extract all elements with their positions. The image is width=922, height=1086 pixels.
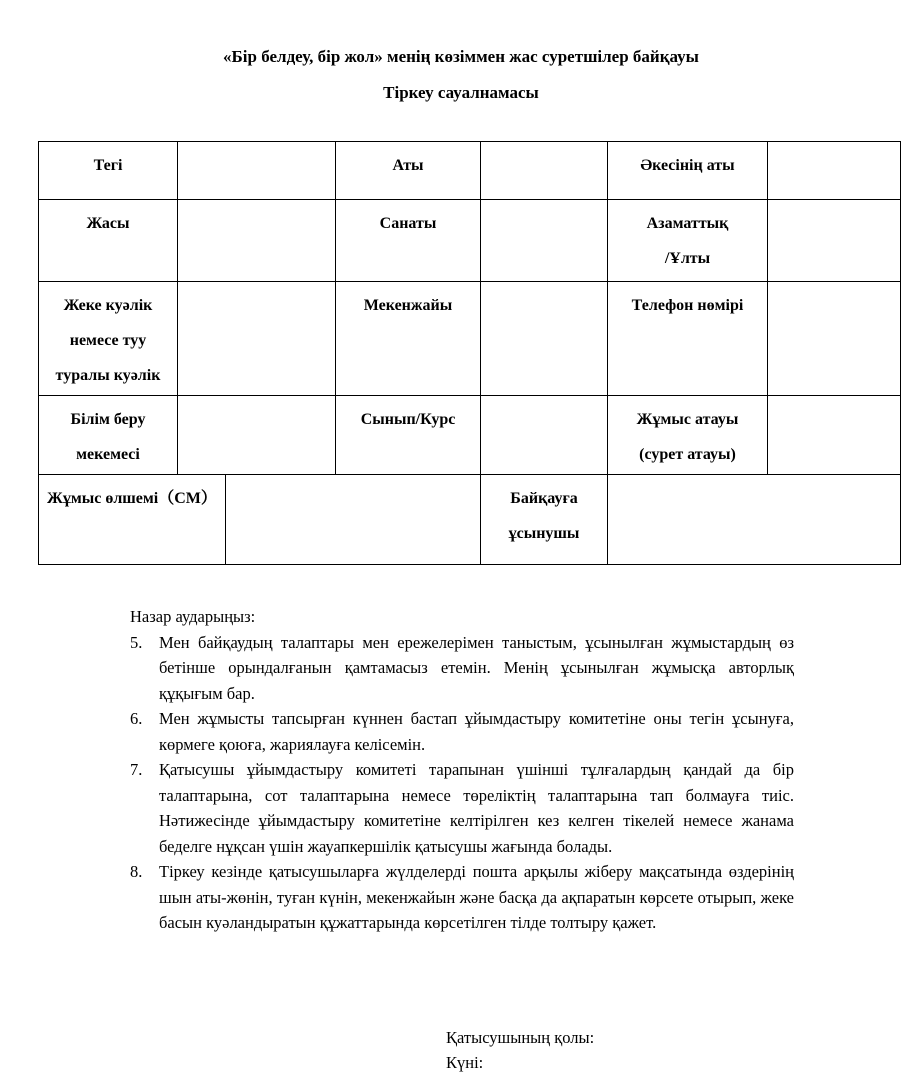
patronymic-label: Әкесінің аты <box>608 142 768 200</box>
phone-label: Телефон нөмірі <box>608 282 768 396</box>
id-document-field[interactable] <box>178 282 336 396</box>
citizenship-field[interactable] <box>768 200 901 282</box>
work-size-field[interactable] <box>226 475 481 565</box>
first-name-label: Аты <box>336 142 481 200</box>
school-field[interactable] <box>178 396 336 475</box>
address-field[interactable] <box>481 282 608 396</box>
citizenship-label: Азаматтық /Ұлты <box>608 200 768 282</box>
class-field[interactable] <box>481 396 608 475</box>
age-label: Жасы <box>39 200 178 282</box>
signature-block <box>446 1025 594 1075</box>
class-label: Сынып/Курс <box>336 396 481 475</box>
nominator-field[interactable] <box>608 475 901 565</box>
notes-section <box>130 604 794 936</box>
form-title: «Бір белдеу, бір жол» менің көзіммен жас суретшілер байқауы <box>223 47 699 66</box>
phone-field[interactable] <box>768 282 901 396</box>
list-item: 6. Мен жұмысты тапсырған күннен бастап ұйымдастыру комитетіне оны тегін ұсынуға, көрмеге қоюға, жариялауға келісемін. <box>130 709 794 754</box>
notes-title: Назар аударыңыз: <box>130 607 256 626</box>
id-document-label: Жеке куәлік немесе туу туралы куәлік <box>39 282 178 396</box>
form-subtitle: Тіркеу сауалнамасы <box>383 83 539 102</box>
work-title-label: Жұмыс атауы (сурет атауы) <box>608 396 768 475</box>
age-field[interactable] <box>178 200 336 282</box>
surname-field[interactable] <box>178 142 336 200</box>
surname-label: Тегі <box>39 142 178 200</box>
date-label: Күні: <box>446 1053 484 1072</box>
registration-table <box>38 141 901 565</box>
list-item: 7. Қатысушы ұйымдастыру комитеті тарапынан үшінші тұлғалардың қандай да бір талаптарына, сот талаптарына немесе төреліктің талаптарына тап болмауға тиіс. Нәтижесінде ұйымдастыру комитетіне келтірілген кез келген тікелей немесе жанама беделге нұқсан үшін жауапкершілік қатысушы жағында болады. <box>130 760 794 856</box>
category-field[interactable] <box>481 200 608 282</box>
category-label: Санаты <box>336 200 481 282</box>
list-item: 5. Мен байқаудың талаптары мен ережелерімен таныстым, ұсынылған жұмыстардың өз бетінше орындалғанын қамтамасыз етемін. Менің ұсынылған жұмысқа авторлық құқығым бар. <box>130 632 794 703</box>
patronymic-field[interactable] <box>768 142 901 200</box>
work-size-label: Жұмыс өлшемі（СМ） <box>39 475 226 565</box>
first-name-field[interactable] <box>481 142 608 200</box>
nominator-label: Байқауға ұсынушы <box>481 475 608 565</box>
signature-label: Қатысушының қолы: <box>446 1028 595 1047</box>
address-label: Мекенжайы <box>336 282 481 396</box>
notes-list <box>130 630 794 936</box>
school-label: Білім беру мекемесі <box>39 396 178 475</box>
work-title-field[interactable] <box>768 396 901 475</box>
list-item: 8. Тіркеу кезінде қатысушыларға жүлделерді пошта арқылы жіберу мақсатында өздерінің шын аты-жөнін, туған күнін, мекенжайын және басқа да ақпаратын көрсете отырып, жеке басын куәландыратын құжаттарында көрсетілген тілде толтыру қажет. <box>130 862 794 932</box>
